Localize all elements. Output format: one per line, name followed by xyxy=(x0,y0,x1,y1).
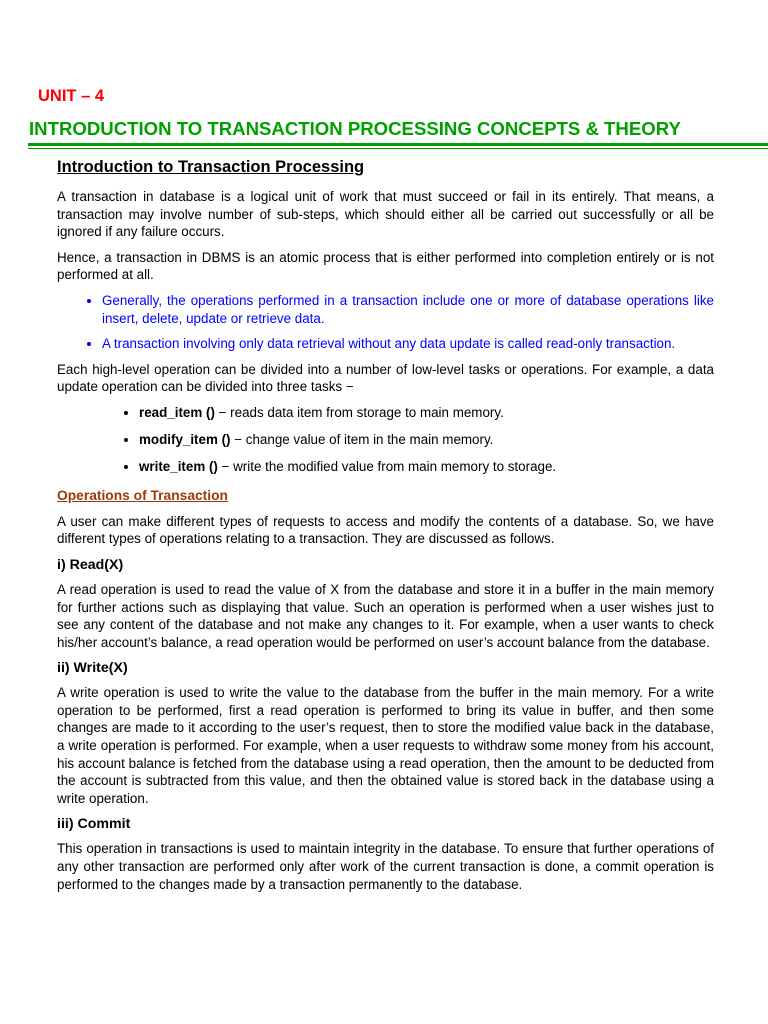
task-list xyxy=(57,404,714,476)
bullet-list xyxy=(57,292,714,353)
paragraph: A write operation is used to write the value to the database from the buffer in the main memory. For a write operation to be performed, first a read operation is performed to bring its value in buffer, and then some changes are made to it according to the user’s request, then to store the modified value back in the database, a write operation is performed. For example, when a user requests to withdraw some money from his account, his account balance is fetched from the database using a read operation, then the amount to be deducted from the account is subtracted from this value, and then the obtained value is stored back in the database using a write operation. xyxy=(57,685,714,806)
title-rule-thick xyxy=(28,143,768,146)
task-name: write_item () xyxy=(139,459,218,475)
title-rule-thin xyxy=(28,148,768,149)
page-title: INTRODUCTION TO TRANSACTION PROCESSING CONCEPTS & THEORY xyxy=(29,118,681,139)
paragraph: Hence, a transaction in DBMS is an atomic process that is either performed into completion entirely or is not performed at all. xyxy=(57,249,714,283)
task-desc: − write the modified value from main memory to storage. xyxy=(217,459,557,475)
subsection-title: Operations of Transaction xyxy=(57,487,228,503)
task-name: modify_item () xyxy=(139,432,231,448)
paragraph: A read operation is used to read the value of X from the database and store it in a buffer in the main memory for further actions such as displaying that value. Such an operation is performed when a user wishes just to see any content of the database and not make any changes to it. For example, when a user wants to check his/her account’s balance, a read operation would be performed on user’s account balance from the database. xyxy=(57,581,714,650)
read-heading: i) Read(X) xyxy=(57,556,124,573)
unit-label: UNIT – 4 xyxy=(38,87,105,105)
bullet-item: • A transaction involving only data retrieval without any data update is called read-only transaction. xyxy=(102,335,714,353)
bullet-item: • Generally, the operations performed in a transaction include one or more of database operations like insert, delete, update or retrieve data. xyxy=(102,292,714,327)
paragraph: This operation in transactions is used to maintain integrity in the database. To ensure that further operations of any other transaction are performed only after work of the current transaction is done, a commit operation is performed to the changes made by a transaction permanently to the database. xyxy=(57,841,714,892)
write-heading: ii) Write(X) xyxy=(57,660,128,677)
commit-heading: iii) Commit xyxy=(57,816,131,833)
task-desc: − change value of item in the main memory. xyxy=(230,432,494,448)
task-item xyxy=(139,404,714,422)
paragraph: A transaction in database is a logical unit of work that must succeed or fail in its entirely. That means, a transaction may involve number of sub-steps, which should either all be carried out successfully or all be ignored if any failure occurs. xyxy=(57,189,714,240)
paragraph: Each high-level operation can be divided into a number of low-level tasks or operations. For example, a data update operation can be divided into three tasks − xyxy=(57,361,714,395)
task-name: read_item () xyxy=(139,404,215,420)
task-item xyxy=(139,431,714,449)
task-desc: − reads data item from storage to main memory. xyxy=(214,404,504,420)
paragraph: A user can make different types of requests to access and modify the contents of a database. So, we have different types of operations relating to a transaction. They are discussed as follows. xyxy=(57,513,714,547)
section-title: Introduction to Transaction Processing xyxy=(57,158,365,176)
document-body xyxy=(57,156,714,901)
task-item xyxy=(139,458,714,476)
